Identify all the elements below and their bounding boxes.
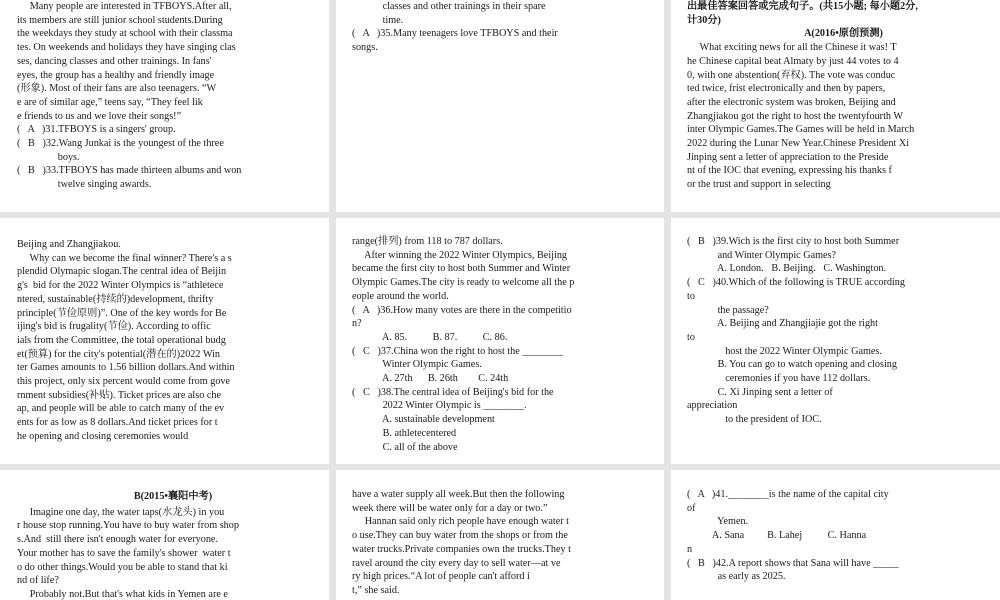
text-line: became the first city to host both Summer and Winter	[352, 263, 571, 275]
text-line: ted twice, frist electronically and then by papers,	[687, 83, 886, 95]
text-line: range(排列) from 118 to 787 dollars.	[352, 236, 503, 247]
text-line: ry high prices.“A lot of people can't afford i	[352, 571, 530, 583]
page-panel-6	[671, 218, 1000, 464]
text-line: eople around the world.	[352, 290, 449, 302]
text-line: ravel around the city every day to sell water—at ve	[352, 557, 561, 569]
text-line: ses, dancing classes and other trainings. In fans'	[17, 55, 212, 67]
text-line: to	[687, 290, 695, 302]
page-panel-7	[0, 470, 329, 600]
text-line: to the president of IOC.	[687, 414, 822, 426]
section-heading: B(2015•襄阳中考)	[133, 491, 213, 502]
text-line: ( C )38.The central idea of Beijing's bid for the	[352, 386, 554, 398]
text-line: Hannan said only rich people have enough water t	[352, 516, 569, 528]
text-line: o use.They can buy water from the shops or from the	[352, 530, 568, 542]
text-line: nd of life?	[17, 575, 59, 587]
text-line: host the 2022 Winter Olympic Games.	[687, 345, 882, 357]
text-line: rnment subsidies(补贴). Ticket prices are also che	[17, 389, 221, 401]
text-line: as early as 2025.	[687, 571, 786, 583]
text-line: plendid Olymapic slogan.The central idea of Beijin	[17, 266, 227, 278]
text-line: ( A )31.TFBOYS is a singers' group.	[17, 124, 176, 136]
text-line: ( B )42.A report shows that Sana will have _____	[687, 557, 899, 569]
text-line: classes and other trainings in their spare	[352, 1, 546, 12]
text-line: e friends to us and we love their songs!”	[17, 110, 182, 122]
passage-text	[352, 488, 664, 598]
section-heading: A(2016•原创预测)	[804, 28, 883, 40]
text-line: ( A )41.________is the name of the capital city	[687, 489, 889, 500]
text-line: appreciation	[687, 400, 738, 412]
text-line: Jinping sent a letter of appreciation to the Preside	[687, 151, 889, 163]
page-panel-4	[0, 218, 329, 464]
text-line: inter Olympic Games.The Games will be held in March	[687, 124, 915, 136]
text-line: ceremonies if you have 112 dollars.	[687, 373, 871, 385]
text-line: and Winter Olympic Games?	[687, 249, 837, 261]
text-line: the passage?	[687, 304, 769, 316]
text-line: after the electronic system was broken, Beijing and	[687, 96, 896, 108]
text-line: ter Games amounts to 1.56 billion dollars.And within	[17, 362, 235, 374]
page-panel-3	[671, 0, 1000, 212]
text-line: Why can we become the final winner? There's a s	[17, 252, 232, 264]
text-line: the weekdays they study at school with their classma	[17, 28, 233, 40]
question-text	[687, 235, 1000, 427]
text-line: Probably not.But that's what kids in Yemen are e	[17, 588, 228, 600]
text-line: ents for as low as 8 dollars.And ticket prices for t	[17, 417, 218, 429]
text-line: (形象). Most of their fans are also teenagers. “W	[17, 83, 217, 95]
text-line: n?	[352, 318, 362, 330]
text-line: What exciting news for all the Chinese it was! T	[687, 42, 897, 54]
text-line: C. all of the above	[352, 441, 458, 453]
text-line: 2022 Winter Olympic is ________.	[352, 400, 527, 412]
text-line: B. athletecentered	[352, 427, 457, 439]
text-line: songs.	[352, 42, 378, 54]
text-line: have a water supply all week.But then the following	[352, 489, 565, 500]
text-line: r house stop running.You have to buy water from shop	[17, 520, 239, 532]
text-line: s.And still there isn't enough water for everyone.	[17, 534, 219, 546]
text-line: week there will be water only for a day or two.”	[352, 502, 548, 514]
instruction-text: 计30分)	[687, 14, 721, 26]
text-line: 0, with one abstention(弃权). The vote was conduc	[687, 69, 896, 81]
text-line: Winter Olympic Games.	[352, 359, 482, 371]
text-line: et(预算) for the city's potential(潜在的)2022 Win	[17, 348, 220, 360]
text-line: C. Xi Jinping sent a letter of	[687, 386, 833, 398]
text-line: tes. On weekends and holidays they have singing clas	[17, 42, 236, 54]
text-line: nt of the IOC that evening, expressing his thanks f	[687, 165, 892, 177]
text-line: ijing's bid is frugality(节俭). According to offic	[17, 321, 211, 333]
text-line: o do other things.Would you be able to stand that ki	[17, 561, 228, 573]
text-line: A. Sana B. Lahej C. Hanna	[687, 530, 867, 542]
text-line: B. You can go to watch opening and closing	[687, 359, 897, 371]
passage-text	[17, 490, 329, 600]
text-line: A. sustainable development	[352, 414, 495, 426]
text-line: g's bid for the 2022 Winter Olympics is “athletece	[17, 280, 224, 292]
passage-text	[17, 0, 329, 192]
text-line: t,” she said.	[352, 584, 400, 596]
text-line: Beijing and Zhangjiakou.	[17, 239, 121, 250]
text-line: n	[687, 543, 693, 555]
text-line: Olympic Games.The city is ready to welcome all the p	[352, 277, 575, 289]
text-line: ials from the Committee, the total operational budg	[17, 334, 226, 346]
page-panel-5	[336, 218, 664, 464]
text-line: ( B )33.TFBOYS has made thirteen albums and won	[17, 165, 242, 177]
text-line: twelve singing awards.	[17, 179, 152, 191]
text-line: ( A )35.Many teenagers love TFBOYS and their	[352, 28, 558, 40]
page-panel-2	[336, 0, 664, 212]
text-line: or the trust and support in selecting	[687, 179, 831, 191]
page-panel-1	[0, 0, 329, 212]
text-line: time.	[352, 14, 404, 26]
text-line: Imagine one day, the water taps(水龙头) in you	[17, 506, 225, 518]
text-line: ( B )32.Wang Junkai is the youngest of the three	[17, 138, 224, 150]
instruction-text: 出最佳答案回答或完成句子。(共15小题; 每小题2分,	[687, 1, 918, 12]
text-line: A. 85. B. 87. C. 86.	[352, 331, 508, 343]
text-line: ( C )37.China won the right to host the ________	[352, 345, 564, 357]
text-line: A. 27th B. 26th C. 24th	[352, 373, 509, 385]
text-line: ( A )36.How many votes are there in the competitio	[352, 304, 572, 316]
text-line: he Chinese capital beat Almaty by just 44 votes to 4	[687, 55, 899, 67]
question-text	[687, 488, 1000, 584]
text-line: this project, only six percent would come from gove	[17, 376, 231, 388]
passage-text	[352, 0, 664, 55]
question-text	[352, 235, 664, 454]
text-line: eyes, the group has a healthy and friendly image	[17, 69, 215, 81]
text-line: principle(节俭原则)”. One of the key words for Be	[17, 307, 227, 319]
passage-text	[17, 238, 329, 444]
text-line: ( B )39.Wich is the first city to host both Summer	[687, 236, 900, 247]
text-line: 2022 during the Lunar New Year.Chinese President Xi	[687, 138, 910, 150]
text-line: Many people are interested in TFBOYS.After all,	[17, 1, 232, 12]
text-line: to	[687, 331, 695, 343]
passage-text	[687, 0, 1000, 192]
text-line: ap, and people will be able to catch many of the ev	[17, 403, 225, 415]
page-panel-9	[671, 470, 1000, 600]
text-line: Your mother has to save the family's shower water t	[17, 547, 231, 559]
text-line: A. London. B. Beijing. C. Washington.	[687, 263, 887, 275]
text-line: ntered, sustainable(持续的)development, thrifty	[17, 293, 214, 305]
text-line: he opening and closing ceremonies would	[17, 430, 189, 442]
text-line: A. Beijing and Zhangjiajie got the right	[687, 318, 878, 330]
text-line: Zhangjiakou got the right to host the twentyfourth W	[687, 110, 903, 122]
text-line: water trucks.Private companies own the trucks.They t	[352, 543, 571, 555]
page-panel-8	[336, 470, 664, 600]
text-line: boys.	[17, 151, 80, 163]
text-line: e are of similar age,” teens say, “They feel lik	[17, 96, 203, 108]
text-line: its members are still junior school students.During	[17, 14, 223, 26]
text-line: of	[687, 502, 696, 514]
text-line: After winning the 2022 Winter Olympics, Beijing	[352, 249, 568, 261]
text-line: ( C )40.Which of the following is TRUE according	[687, 277, 905, 289]
text-line: Yemen.	[687, 516, 749, 528]
